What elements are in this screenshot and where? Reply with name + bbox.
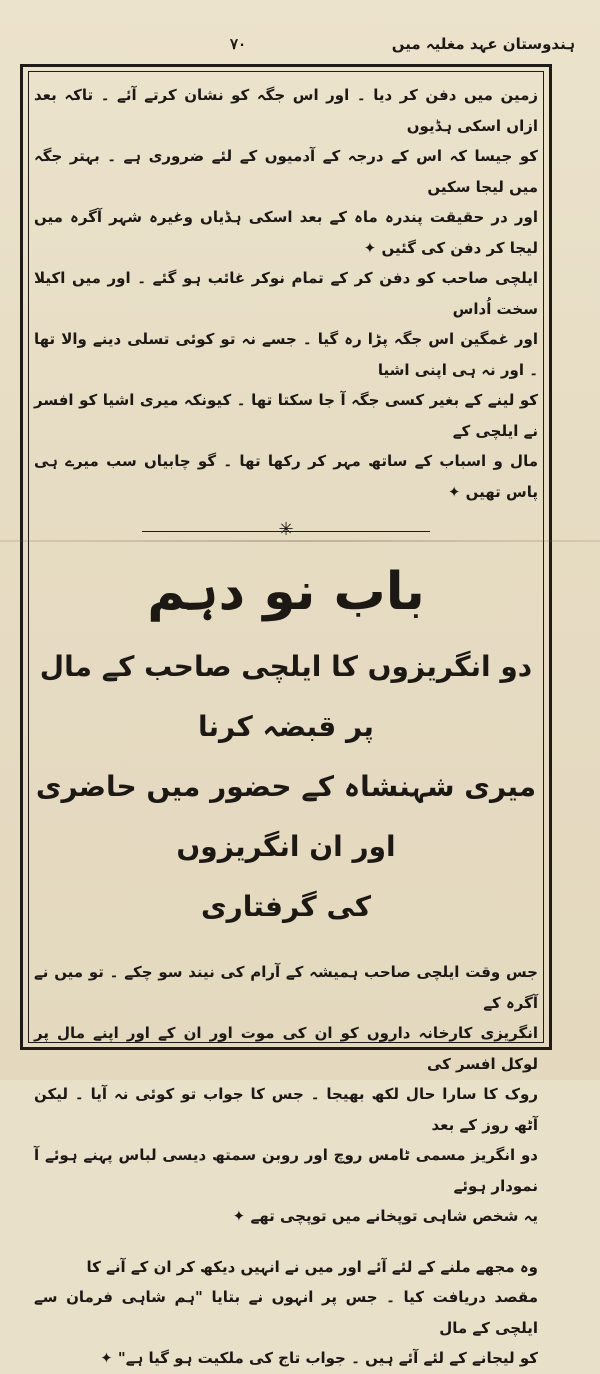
text-line: ایلچی صاحب کو دفن کر کے تمام نوکر غائب ہو گئے ۔ اور میں اکیلا سخت اُداس [34, 269, 538, 318]
text-line: دو انگریز مسمی ٹامس روچ اور روبن سمتھ دیسی لباس پہنے ہوئے آ نمودار ہوئے [34, 1146, 538, 1195]
chapter-title: باب نو دہم [147, 562, 425, 622]
subtitle-line: میری شہنشاہ کے حضور میں حاضری اور ان انگریزوں [35, 770, 537, 863]
text-line: روک کا سارا حال لکھ بھیجا ۔ جس کا جواب تو کوئی نہ آیا ۔ لیکن آٹھ روز کے بعد [34, 1085, 538, 1134]
text-line: کو لیجانے کے لئے آئے ہیں ۔ جواب تاج کی ملکیت ہو گیا ہے" ✦ [100, 1349, 538, 1367]
body-paragraph [34, 957, 538, 1232]
text-line: مقصد دریافت کیا ۔ جس پر انہوں نے بتایا "ہم شاہی فرمان سے ایلچی کے مال [34, 1288, 538, 1337]
text-line: کو جیسا کہ اس کے درجہ کے آدمیوں کے لئے ضروری ہے ۔ بہتر جگہ میں لیجا سکیں [34, 147, 538, 196]
subtitle-line: کی گرفتاری [200, 890, 372, 923]
page-fold-crease [0, 540, 600, 542]
text-line: اور غمگین اس جگہ پڑا رہ گیا ۔ جسے نہ تو کوئی تسلی دینے والا تھا ۔ اور نہ ہی اپنی اشیا [34, 330, 538, 379]
running-head-title: ہندوستان عہد مغلیہ میں [391, 35, 575, 53]
star-ornament-icon: ✳ [278, 519, 294, 540]
subtitle-line: دو انگریزوں کا ایلچی صاحب کے مال پر قبضہ کرنا [39, 650, 533, 743]
text-line: اور در حقیقت پندرہ ماہ کے بعد اسکی ہڈیاں وغیرہ شہر آگرہ میں لیجا کر دفن کی گئیں ✦ [34, 208, 538, 257]
text-line: مال و اسباب کے ساتھ مہر کر رکھا تھا ۔ گو چابیاں سب میرے ہی پاس تھیں ✦ [34, 452, 538, 501]
text-line: زمین میں دفن کر دیا ۔ اور اس جگہ کو نشان کرتے آئے ۔ تاکہ بعد ازاں اسکی ہڈیوں [34, 86, 538, 135]
page-number: ۷۰ [230, 35, 247, 53]
divider-line-right [270, 531, 430, 532]
body-paragraph [34, 1252, 538, 1374]
text-line: انگریزی کارخانہ داروں کو ان کی موت اور ان کے اور اپنے مال پر لوکل افسر کی [34, 1024, 538, 1073]
text-line: وہ مجھے ملنے کے لئے آئے اور میں نے انہیں دیکھ کر ان کے آنے کا [86, 1257, 538, 1276]
text-line: جس وقت ایلچی صاحب ہمیشہ کے آرام کی نیند سو چکے ۔ تو میں نے آگرہ کے [34, 963, 538, 1012]
chapter-subtitle [34, 637, 538, 937]
running-head [230, 30, 575, 58]
opening-paragraph [34, 80, 538, 507]
text-line: کو لینے کے بغیر کسی جگہ آ جا سکتا تھا ۔ کیونکہ میری اشیا کو افسر نے ایلچی کے [34, 391, 538, 440]
page-content [34, 80, 538, 1367]
text-line: یہ شخص شاہی توپخانے میں توپچی تھے ✦ [232, 1207, 538, 1225]
